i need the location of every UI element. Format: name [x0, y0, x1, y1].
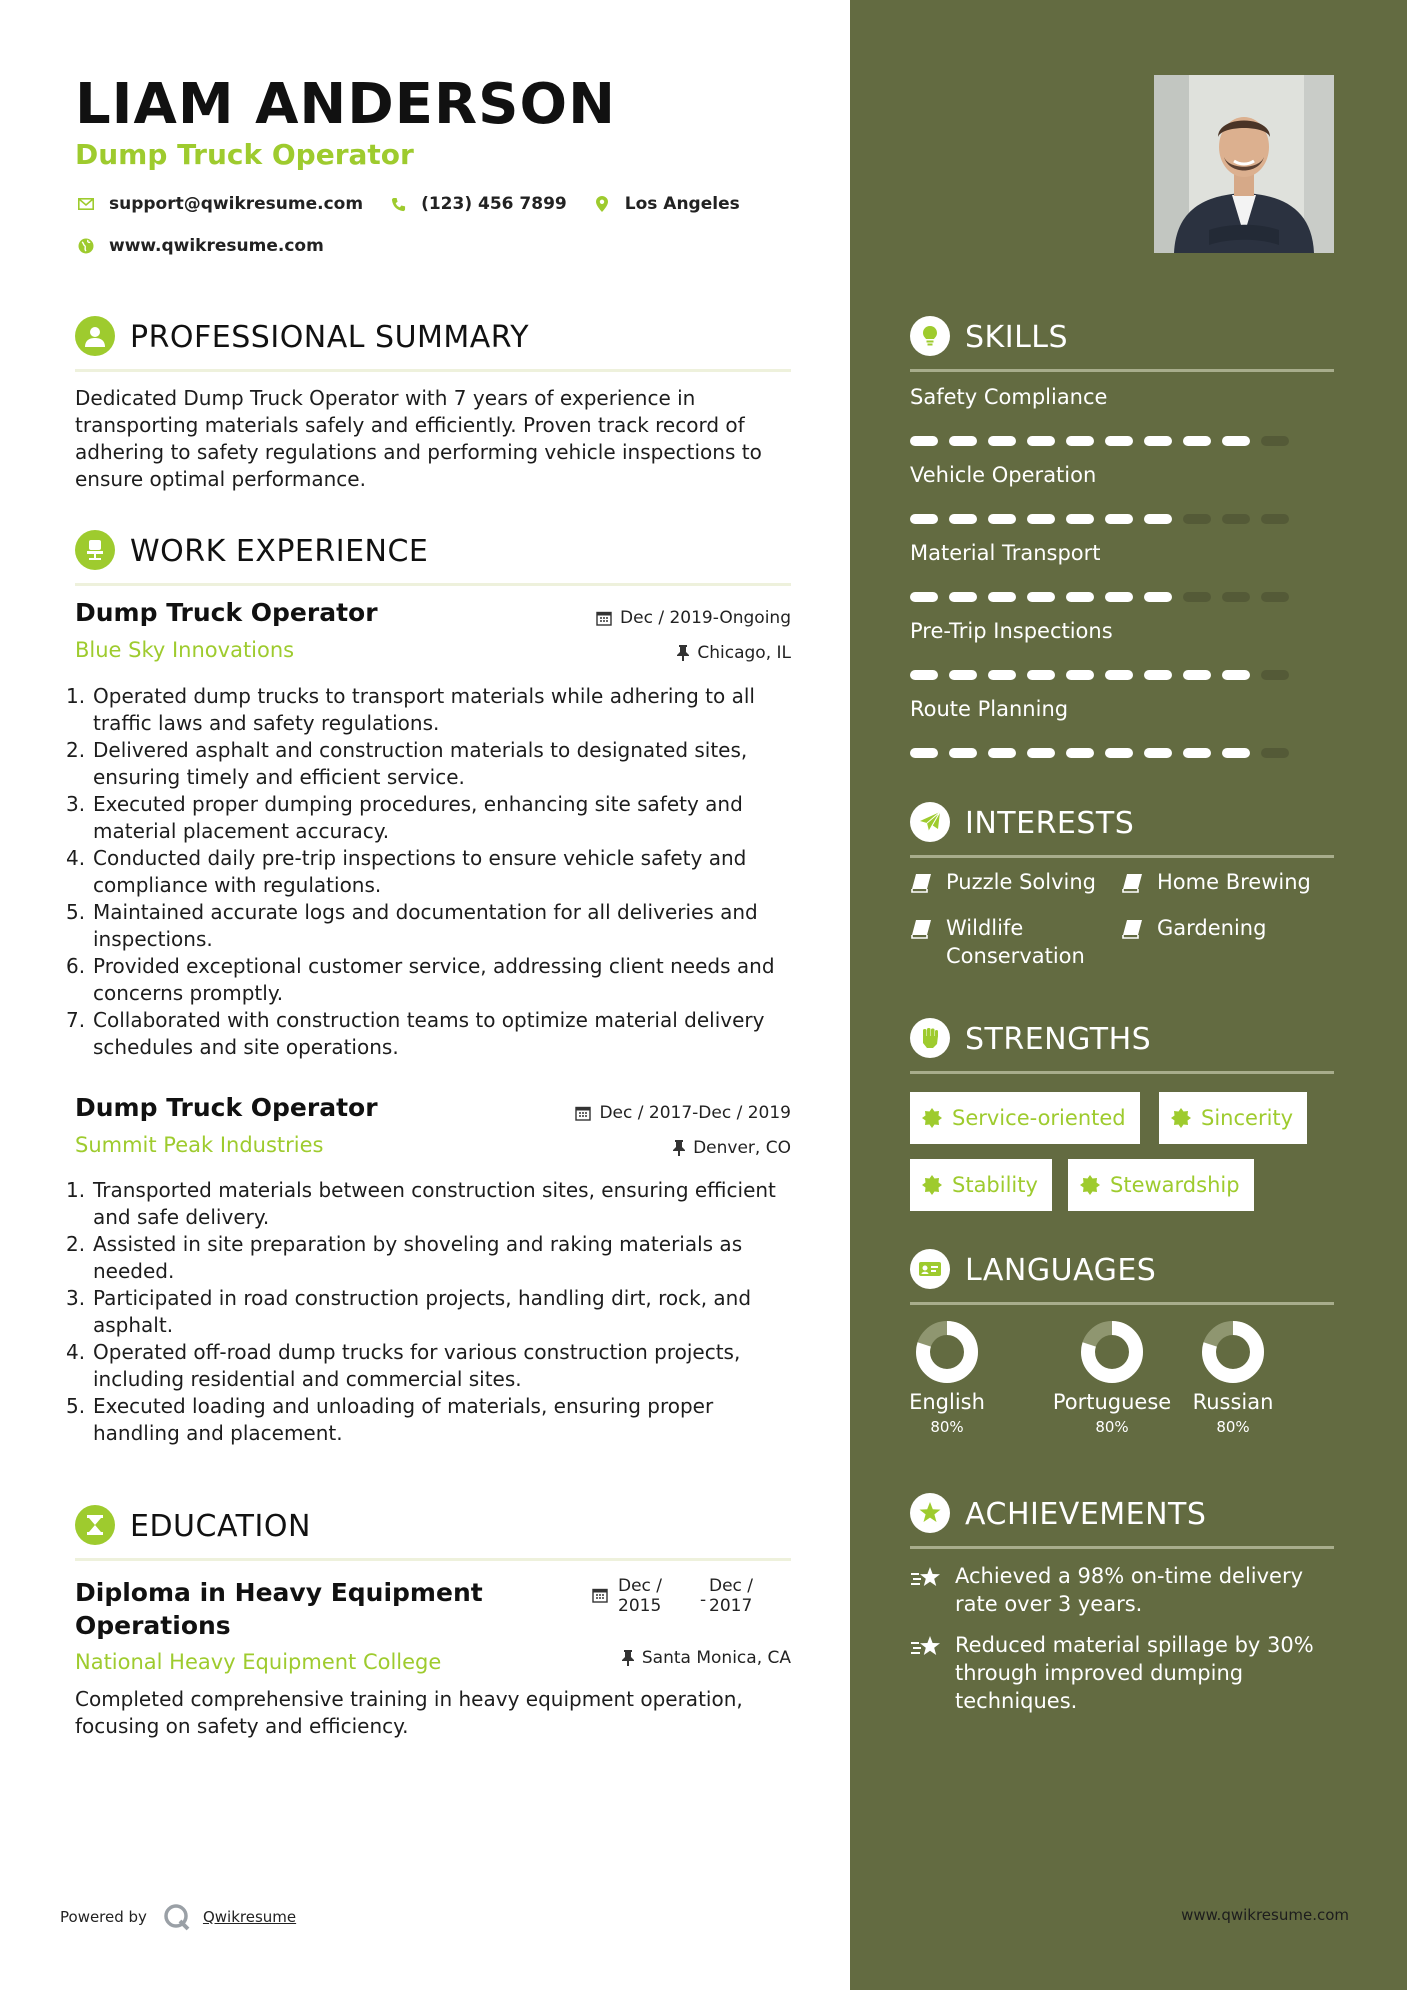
summary-text: Dedicated Dump Truck Operator with 7 years of experience in transporting materials safely and efficiently. Proven track record of adhering to safety regulations and performing vehicle inspections to ensure optimal performance. — [75, 386, 762, 491]
skill-bar-segment — [1066, 592, 1094, 602]
pushpin-icon — [622, 1650, 634, 1666]
skills-heading: SKILLS — [965, 320, 1069, 355]
skill-bar-segment — [1105, 670, 1133, 680]
languages-section-header — [910, 1249, 1334, 1305]
skill-bar-segment — [988, 436, 1016, 446]
achievements-section-header — [910, 1493, 1334, 1549]
skill-bar-segment — [1261, 592, 1289, 602]
experience-section-header — [75, 530, 791, 586]
education-location-text: Santa Monica, CA — [641, 1648, 791, 1668]
calendar-icon — [592, 1587, 608, 1603]
summary-heading: PROFESSIONAL SUMMARY — [130, 320, 530, 355]
strengths-heading: STRENGTHS — [965, 1022, 1152, 1057]
education-heading: EDUCATION — [130, 1509, 311, 1544]
job-location-text-2: Denver, CO — [693, 1138, 791, 1158]
book-icon — [1121, 918, 1143, 946]
strength-tag: Service-oriented — [910, 1092, 1140, 1144]
languages-heading: LANGUAGES — [965, 1253, 1157, 1288]
job-bullets-2 — [66, 1177, 791, 1447]
skill-bar-segment — [1027, 748, 1055, 758]
skill-bar-segment — [949, 748, 977, 758]
job-company-1: Blue Sky Innovations — [75, 638, 295, 662]
skill-bar-segment — [1183, 514, 1211, 524]
skill-bar-segment — [1066, 670, 1094, 680]
website-link[interactable]: www.qwikresume.com — [109, 236, 324, 256]
skill-bar-segment — [988, 748, 1016, 758]
skill-bar-segment — [1027, 436, 1055, 446]
skill-bar-segment — [1183, 670, 1211, 680]
book-icon — [910, 872, 932, 900]
interests-heading: INTERESTS — [965, 806, 1135, 841]
skill-bar-segment — [1027, 592, 1055, 602]
language-ring — [1080, 1320, 1144, 1384]
education-end-date: Dec / 2017 — [709, 1576, 754, 1616]
job-dates-1 — [596, 608, 791, 628]
star-badge-icon — [910, 1493, 950, 1533]
skill-bar-segment — [949, 670, 977, 680]
calendar-icon — [596, 610, 612, 626]
skill-name: Material Transport — [910, 541, 1101, 565]
skill-bar-segment — [949, 592, 977, 602]
list-item: 5. Maintained accurate logs and documentation for all deliveries and inspections. — [66, 900, 758, 951]
language-item: Portuguese 80% — [1047, 1320, 1177, 1436]
profile-photo — [1154, 75, 1334, 253]
education-section-header — [75, 1505, 791, 1561]
phone-icon — [387, 197, 409, 212]
email-link[interactable]: support@qwikresume.com — [109, 194, 364, 214]
list-item: 1. Operated dump trucks to transport materials while adhering to all traffic laws and safety regulations. — [66, 684, 755, 735]
skill-bar-segment — [1144, 670, 1172, 680]
skill-bar-segment — [1105, 514, 1133, 524]
skill-bar-segment — [1105, 592, 1133, 602]
skill-bar-segment — [1222, 592, 1250, 602]
job-company-2: Summit Peak Industries — [75, 1133, 324, 1157]
education-description: Completed comprehensive training in heavy equipment operation, focusing on safety and efficiency. — [75, 1687, 743, 1738]
job-dates-text-1: Dec / 2019-Ongoing — [620, 608, 791, 628]
skill-bar-segment — [1183, 436, 1211, 446]
skill-bar — [910, 748, 1290, 758]
language-ring — [1201, 1320, 1265, 1384]
chair-icon — [75, 530, 115, 570]
skill-name: Safety Compliance — [910, 385, 1108, 409]
skill-bar-segment — [949, 436, 977, 446]
degree-title — [75, 1576, 483, 1642]
skill-bar-segment — [910, 514, 938, 524]
strength-tag: Stewardship — [1068, 1159, 1254, 1211]
job-location-2 — [673, 1138, 791, 1158]
skill-bar-segment — [1105, 436, 1133, 446]
candidate-title: Dump Truck Operator — [75, 138, 414, 171]
skill-bar-segment — [910, 670, 938, 680]
skill-bar-segment — [1261, 670, 1289, 680]
skill-bar-segment — [1144, 514, 1172, 524]
skill-bar-segment — [1066, 436, 1094, 446]
skill-bar-segment — [1222, 748, 1250, 758]
contact-row — [75, 192, 764, 216]
skill-bar-segment — [988, 670, 1016, 680]
skill-bar-segment — [1066, 514, 1094, 524]
badge-icon — [922, 1175, 942, 1195]
job-dates-text-2: Dec / 2017-Dec / 2019 — [599, 1103, 791, 1123]
skill-bar-segment — [1105, 748, 1133, 758]
skill-name: Pre-Trip Inspections — [910, 619, 1113, 643]
lightbulb-icon — [910, 316, 950, 356]
pushpin-icon — [677, 645, 689, 661]
location-text: Los Angeles — [624, 194, 740, 214]
skill-bar-segment — [910, 436, 938, 446]
language-item: English 80% — [882, 1320, 1012, 1436]
skill-bar-segment — [949, 514, 977, 524]
strength-tag: Stability — [910, 1159, 1052, 1211]
shooting-star-icon — [910, 1566, 942, 1597]
strength-tag: Sincerity — [1159, 1092, 1307, 1144]
badge-icon — [1171, 1108, 1191, 1128]
footer-url[interactable]: www.qwikresume.com — [1181, 1906, 1349, 1924]
skill-bar-segment — [1261, 748, 1289, 758]
degree-title-line-2: Operations — [75, 1611, 231, 1640]
achievements-heading: ACHIEVEMENTS — [965, 1497, 1207, 1532]
school-name: National Heavy Equipment College — [75, 1650, 442, 1674]
skills-section-header — [910, 316, 1334, 372]
skill-bar-segment — [1222, 514, 1250, 524]
skill-bar-segment — [988, 514, 1016, 524]
strengths-section-header — [910, 1018, 1334, 1074]
job-title-1: Dump Truck Operator — [75, 598, 378, 627]
list-item: 6. Provided exceptional customer service, addressing client needs and concerns promptly. — [66, 954, 775, 1005]
skill-name: Route Planning — [910, 697, 1069, 721]
list-item: 4. Operated off-road dump trucks for various construction projects, including residential and commercial sites. — [66, 1340, 741, 1391]
skill-bar-segment — [1183, 748, 1211, 758]
summary-section-header — [75, 316, 791, 372]
job-title-2: Dump Truck Operator — [75, 1093, 378, 1122]
hourglass-icon — [75, 1505, 115, 1545]
job-bullets-1 — [66, 683, 791, 1061]
book-icon — [910, 918, 932, 946]
location-pin-icon — [591, 196, 613, 212]
fist-icon — [910, 1018, 950, 1058]
interests-section-header — [910, 802, 1334, 858]
skill-bar-segment — [1222, 670, 1250, 680]
candidate-name: LIAM ANDERSON — [75, 72, 616, 137]
date-separator: - — [700, 1590, 707, 1610]
skill-name: Vehicle Operation — [910, 463, 1097, 487]
language-item: Russian 80% — [1168, 1320, 1298, 1436]
skill-bar-segment — [1222, 436, 1250, 446]
skill-bar-segment — [1261, 514, 1289, 524]
skill-bar-segment — [910, 748, 938, 758]
list-item: 2. Assisted in site preparation by shoveling and raking materials as needed. — [66, 1232, 743, 1283]
resume-page: LIAM ANDERSON Dump Truck Operator support@qwikresume.com (123) 456 7899 Los Angeles www.qwikresume.com PROFESSIONAL SUMMARY Dedicated Dump Truck Operator with 7 years of experience in transporting materials safely and efficiently. Proven track record of adhering to safety regulations and performing vehicle inspections to ensure optimal performance. WORK EXPERIENCE Dump Truck Operator Dec / 2019-Ongoing Blue Sky Innovations Chicago, IL 1. Operated dump trucks to transport materials while adhering to all traffic laws and safety regulations. 2. Delivered asphalt and construction materials to designated sites, ensuring timely and efficient service. 3. Executed proper dumping procedures, enhancing site safety and material placement accuracy. 4. Conducted daily pre-trip inspections to ensure vehicle safety and compliance with regulations. 5. Maintained accurate logs and documentation for all deliveries and inspections. 6. Provided exceptional customer service, addressing client needs and concerns promptly. 7. Collaborated with construction teams to optimize material delivery schedules and site operations. Dump Truck Operator Dec / 2017-Dec / 2019 Summit Peak Industries Denver, CO 1. Transported materials between construction sites, ensuring efficient and safe delivery. 2. Assisted in site preparation by shoveling and raking materials as needed. 3. Participated in road construction projects, handling dirt, rock, and asphalt. 4. Operated off-road dump trucks for various construction projects, including residential and commercial sites. 5. Executed loading and unloading of materials, ensuring proper handling and placement. EDUCATION Diploma in Heavy Equipment Operations Dec / 2015 - Dec / 2017 National Heavy Equipment College Santa Monica, CA Completed comprehensive training in heavy equipment operation, focusing on safety and efficiency. Powered by Qwikresume SKILLS Safety Compliance Vehicle Operation Material Transport Pre-Trip Inspections Route Planning INTERESTS Puzzle Solving Home Brewing Wildlife Conservation Gardening STRENGTHS Service-oriented Sincerity Stability Stewardship LANGUAGES English 80% Portuguese 80% Russian 80% ACHIEVEMENTS Achieved a 98% on-time delivery rate over 3 years. Reduced material spillage by 30% through improved dumping techniques. www.qwikresume.com — [0, 0, 1407, 1990]
skill-bar-segment — [1144, 436, 1172, 446]
skill-bar-segment — [1027, 670, 1055, 680]
website-row — [75, 234, 348, 258]
education-location — [622, 1648, 791, 1668]
skill-bar-segment — [1144, 592, 1172, 602]
skill-bar — [910, 670, 1290, 680]
experience-heading: WORK EXPERIENCE — [130, 534, 429, 569]
skill-bar-segment — [988, 592, 1016, 602]
skill-bar-segment — [910, 592, 938, 602]
list-item: 1. Transported materials between construction sites, ensuring efficient and safe delivery. — [66, 1178, 776, 1229]
list-item: 2. Delivered asphalt and construction materials to designated sites, ensuring timely and efficient service. — [66, 738, 748, 789]
id-card-icon — [910, 1249, 950, 1289]
skill-bar — [910, 436, 1290, 446]
user-icon — [75, 316, 115, 356]
skill-bar-segment — [1066, 748, 1094, 758]
paper-plane-icon — [910, 802, 950, 842]
skill-bar — [910, 592, 1290, 602]
qwikresume-logo-icon — [163, 1903, 191, 1931]
powered-by-label: Powered by — [60, 1908, 147, 1926]
list-item: 7. Collaborated with construction teams to optimize material delivery schedules and site operations. — [66, 1008, 765, 1059]
language-ring — [915, 1320, 979, 1384]
pushpin-icon — [673, 1140, 685, 1156]
list-item: 5. Executed loading and unloading of materials, ensuring proper handling and placement. — [66, 1394, 714, 1445]
skill-bar-segment — [1144, 748, 1172, 758]
education-start-date: Dec / 2015 — [618, 1576, 663, 1616]
list-item: 3. Participated in road construction projects, handling dirt, rock, and asphalt. — [66, 1286, 752, 1337]
list-item: 4. Conducted daily pre-trip inspections to ensure vehicle safety and compliance with regulations. — [66, 846, 747, 897]
job-location-text-1: Chicago, IL — [697, 643, 791, 663]
badge-icon — [1080, 1175, 1100, 1195]
skill-bar-segment — [1027, 514, 1055, 524]
book-icon — [1121, 872, 1143, 900]
globe-icon — [75, 238, 97, 254]
calendar-icon — [575, 1105, 591, 1121]
skill-bar — [910, 514, 1290, 524]
degree-title-line-1: Diploma in Heavy Equipment — [75, 1578, 483, 1607]
skill-bar-segment — [1183, 592, 1211, 602]
badge-icon — [922, 1108, 942, 1128]
powered-by — [60, 1903, 296, 1931]
envelope-icon — [75, 198, 97, 210]
shooting-star-icon — [910, 1635, 942, 1666]
skill-bar-segment — [1261, 436, 1289, 446]
qwikresume-link[interactable]: Qwikresume — [202, 1908, 297, 1926]
list-item: 3. Executed proper dumping procedures, enhancing site safety and material placement accuracy. — [66, 792, 743, 843]
phone-number[interactable]: (123) 456 7899 — [421, 194, 567, 214]
job-location-1 — [677, 643, 791, 663]
job-dates-2 — [575, 1103, 791, 1123]
